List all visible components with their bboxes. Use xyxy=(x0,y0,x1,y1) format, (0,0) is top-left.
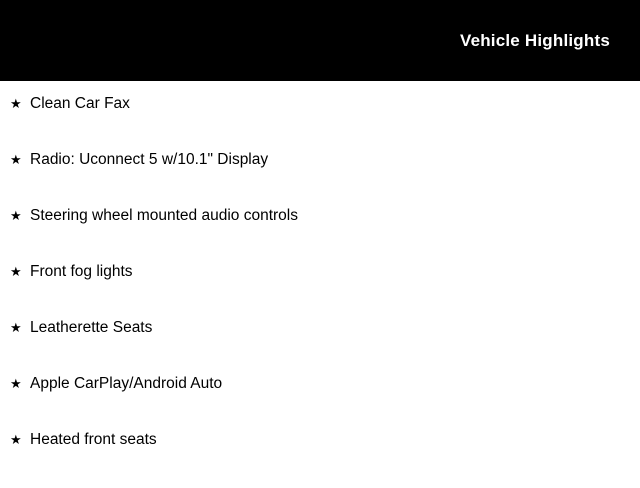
list-item-label: Clean Car Fax xyxy=(30,95,130,112)
list-item xyxy=(0,320,640,376)
list-item xyxy=(0,264,640,320)
list-item-label: Heated front seats xyxy=(30,431,157,448)
list-item-label: Front fog lights xyxy=(30,263,133,280)
list-item xyxy=(0,376,640,432)
list-item-label: Apple CarPlay/Android Auto xyxy=(30,375,223,392)
list-item xyxy=(0,96,640,152)
header-bar xyxy=(0,0,640,81)
star-icon: ★ xyxy=(10,320,22,335)
star-icon: ★ xyxy=(10,208,22,223)
list-item-label: Steering wheel mounted audio controls xyxy=(30,207,298,224)
star-icon: ★ xyxy=(10,264,22,279)
star-icon: ★ xyxy=(10,376,22,391)
list-item xyxy=(0,208,640,264)
list-item xyxy=(0,152,640,208)
star-icon: ★ xyxy=(10,152,22,167)
page-title: Vehicle Highlights xyxy=(459,31,610,50)
star-icon: ★ xyxy=(10,432,22,447)
list-item-label: Leatherette Seats xyxy=(30,319,153,336)
star-icon: ★ xyxy=(10,96,22,111)
highlights-list xyxy=(0,81,640,488)
list-item-label: Radio: Uconnect 5 w/10.1" Display xyxy=(30,151,269,168)
